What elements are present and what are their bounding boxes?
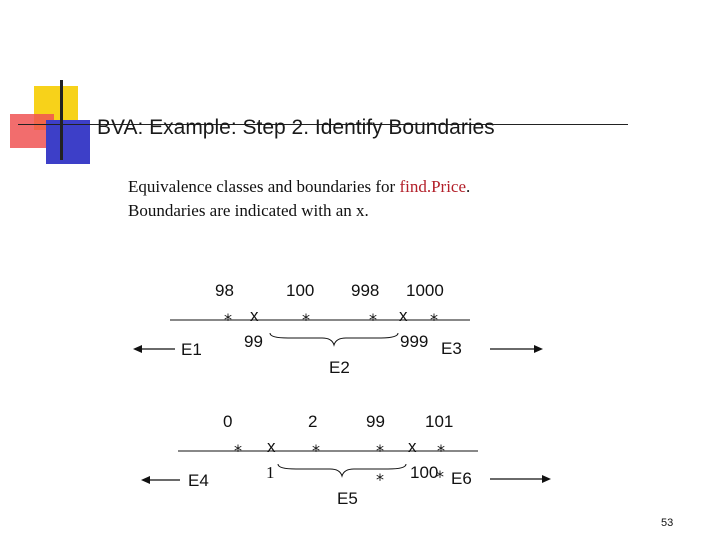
d2-top-label-0: 0 xyxy=(223,412,233,431)
e4-arrow-head xyxy=(141,476,150,484)
e6-arrow-head xyxy=(542,475,551,483)
d1-mark-98: * xyxy=(224,310,232,329)
d1-boundary-x-99: x xyxy=(250,306,259,325)
d2-boundary-x-1: x xyxy=(267,437,276,456)
d2-bottom-label-100: 100 xyxy=(410,463,439,482)
class-e1-label: E1 xyxy=(181,340,202,359)
d2-top-label-101: 101 xyxy=(425,412,454,431)
d1-mark-998: * xyxy=(369,310,377,329)
d2-boundary-x-100: x xyxy=(408,437,417,456)
d1-bottom-label-99: 99 xyxy=(244,332,263,351)
d2-extra-mark-below-99: * xyxy=(376,470,384,489)
class-e5-label: E5 xyxy=(337,489,358,508)
intro-suffix: . xyxy=(466,177,471,196)
class-e3-label: E3 xyxy=(441,339,462,358)
intro-prefix: Equivalence classes and boundaries for xyxy=(128,177,400,196)
d1-top-label-1000: 1000 xyxy=(406,281,444,300)
e5-brace xyxy=(278,464,406,476)
d1-top-label-998: 998 xyxy=(351,281,380,300)
d2-bottom-label-1: 1 xyxy=(266,463,275,482)
intro-line-2: Boundaries are indicated with an x. xyxy=(128,201,369,220)
class-e6-label: E6 xyxy=(451,469,472,488)
slide-title: BVA: Example: Step 2. Identify Boundaries xyxy=(97,116,495,139)
d1-mark-1000: * xyxy=(430,310,438,329)
d2-mark-101: * xyxy=(437,441,445,460)
d1-top-label-98: 98 xyxy=(215,281,234,300)
d2-mark-99: * xyxy=(376,441,384,460)
d2-top-label-2: 2 xyxy=(308,412,318,431)
d2-extra-mark-near-100: * xyxy=(436,467,444,486)
d1-bottom-label-999: 999 xyxy=(400,332,429,351)
d2-mark-0: * xyxy=(234,441,242,460)
d2-top-label-99: 99 xyxy=(366,412,385,431)
d1-boundary-x-999: x xyxy=(399,306,408,325)
class-e4-label: E4 xyxy=(188,471,209,490)
d1-mark-100: * xyxy=(302,310,310,329)
d1-top-label-100: 100 xyxy=(286,281,315,300)
d2-mark-2: * xyxy=(312,441,320,460)
page-number: 53 xyxy=(661,517,674,529)
class-e2-label: E2 xyxy=(329,358,350,377)
function-name: find.Price xyxy=(399,177,467,196)
